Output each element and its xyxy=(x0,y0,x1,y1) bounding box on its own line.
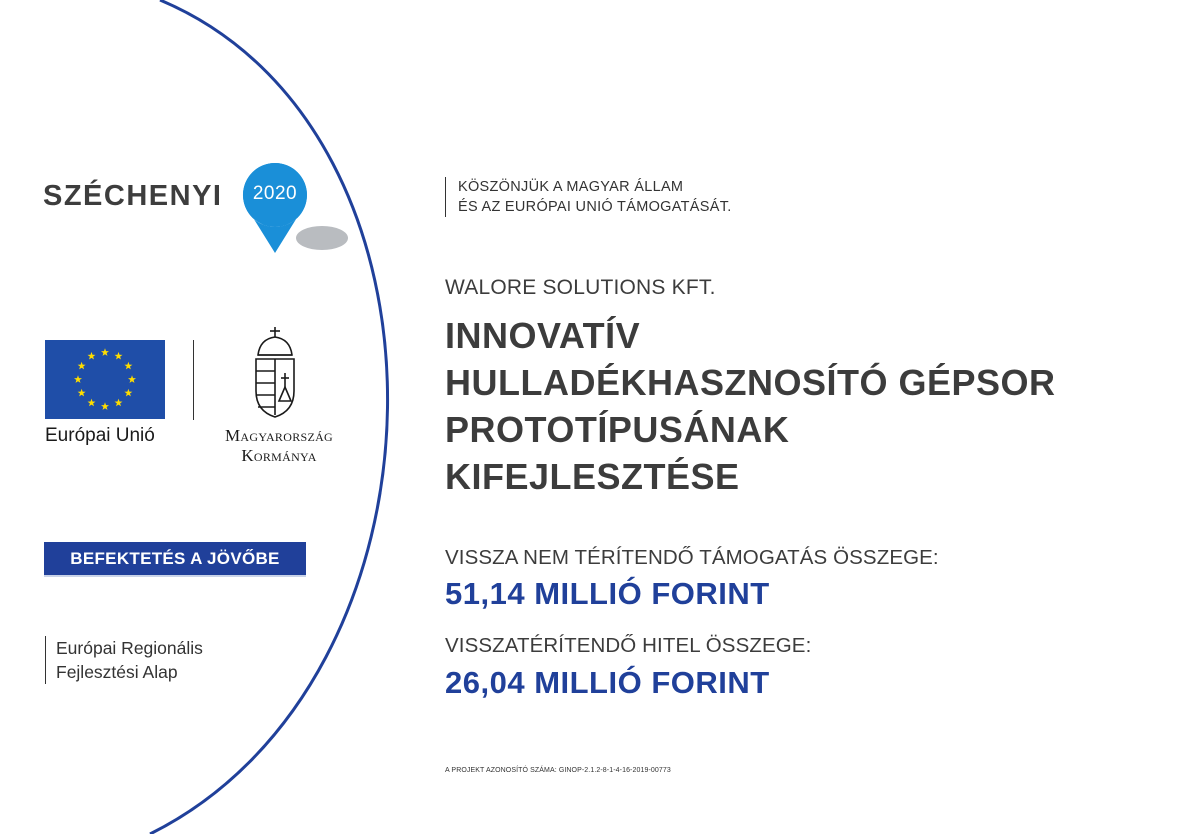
eu-star xyxy=(128,375,136,383)
szechenyi-year: 2020 xyxy=(252,183,298,204)
eu-star xyxy=(78,362,86,370)
eu-star xyxy=(115,352,123,360)
eu-star xyxy=(124,362,132,370)
project-title xyxy=(445,312,1145,500)
coat-of-arms-icon xyxy=(250,325,300,420)
eu-star xyxy=(115,399,123,407)
thanks-note xyxy=(445,177,732,217)
grant-value: 51,14 MILLIÓ FORINT xyxy=(445,576,770,611)
eu-star xyxy=(88,399,96,407)
invest-banner: BEFEKTETÉS A JÖVŐBE xyxy=(44,542,306,577)
company-name: WALORE SOLUTIONS KFT. xyxy=(445,276,716,299)
project-title-line: KIFEJLESZTÉSE xyxy=(445,456,740,497)
project-title-line: INNOVATÍV xyxy=(445,315,641,356)
grant-label: VISSZA NEM TÉRÍTENDŐ TÁMOGATÁS ÖSSZEGE: xyxy=(445,546,939,569)
fund-label-line1: Európai Regionális xyxy=(56,638,203,658)
eu-star xyxy=(101,348,109,356)
government-label-line1: Magyarország xyxy=(224,426,334,445)
loan-value: 26,04 MILLIÓ FORINT xyxy=(445,665,770,700)
eu-star xyxy=(88,352,96,360)
eu-label: Európai Unió xyxy=(45,425,155,446)
eu-star xyxy=(101,402,109,410)
eu-flag-icon xyxy=(45,340,165,419)
thanks-line2: ÉS AZ EURÓPAI UNIÓ TÁMOGATÁSÁT. xyxy=(458,199,732,215)
project-id: A PROJEKT AZONOSÍTÓ SZÁMA: GINOP-2.1.2-8-1-4-16-2019-00773 xyxy=(445,767,671,774)
government-label-line2: Kormánya xyxy=(241,446,317,465)
eu-star xyxy=(74,375,82,383)
eu-star xyxy=(124,389,132,397)
fund-label xyxy=(45,636,203,684)
logo-divider xyxy=(193,340,194,420)
project-title-line: HULLADÉKHASZNOSÍTÓ GÉPSOR xyxy=(445,362,1056,403)
eu-star xyxy=(78,389,86,397)
fund-label-line2: Fejlesztési Alap xyxy=(56,662,178,682)
loan-label: VISSZATÉRÍTENDŐ HITEL ÖSSZEGE: xyxy=(445,634,812,657)
government-label xyxy=(204,426,354,466)
map-pin-icon xyxy=(240,160,350,260)
project-title-line: PROTOTÍPUSÁNAK xyxy=(445,409,790,450)
thanks-line1: KÖSZÖNJÜK A MAGYAR ÁLLAM xyxy=(458,179,684,195)
szechenyi-wordmark: SZÉCHENYI xyxy=(43,180,223,212)
